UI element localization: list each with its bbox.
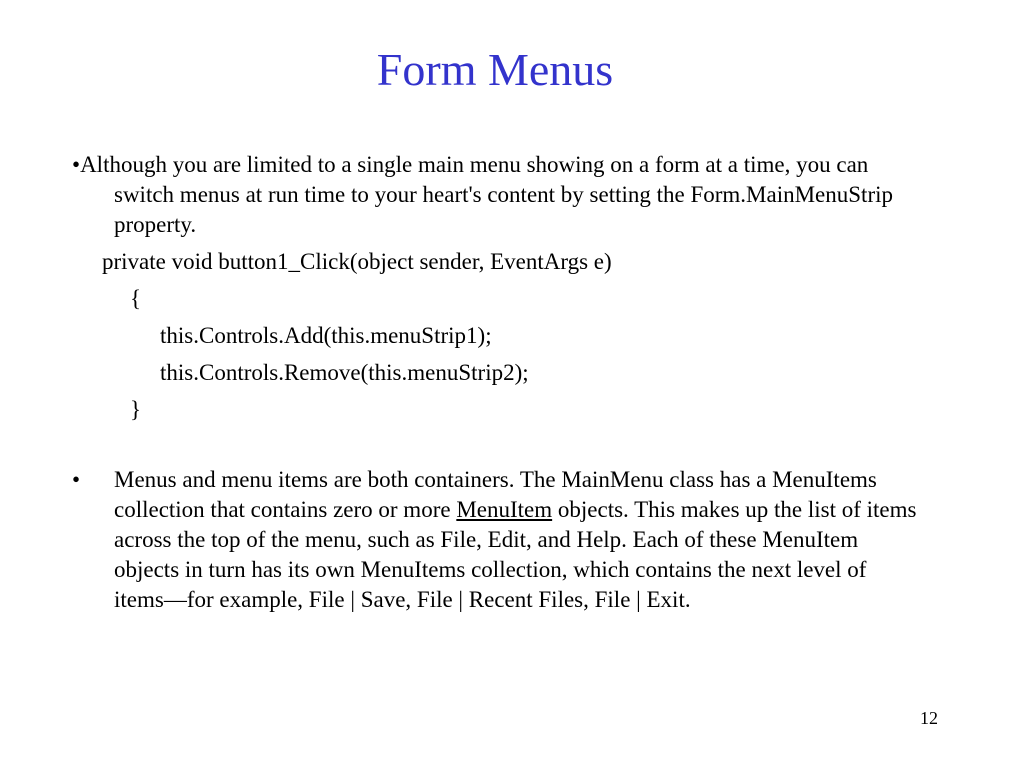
bullet-text-2-before: Menus and menu items are both containers. The MainMenu class has a MenuItems collection that contains zero or more (114, 467, 877, 522)
code-line-4: this.Controls.Remove(this.menuStrip2); (160, 360, 529, 385)
bullet-text-2-after: objects. This makes up the list of items across the top of the menu, such as File, Edit, and Help. Each of these MenuItem objects in turn has its own MenuItems collection, which contains the next level of items—for example, File | Save, File | Recent Files, File | Exit. (114, 497, 917, 612)
page-number: 12 (920, 708, 938, 728)
code-line-3: this.Controls.Add(this.menuStrip1); (160, 323, 492, 348)
menuitem-link[interactable]: MenuItem (456, 497, 553, 522)
code-line-2: { (130, 286, 142, 311)
bullet-item-1 (72, 150, 922, 240)
slide-title: Form Menus (376, 44, 614, 95)
slide-body (72, 150, 922, 615)
bullet-marker-1: • (72, 152, 81, 177)
code-block (72, 247, 922, 425)
bullet-item-2 (72, 465, 922, 615)
code-line-1: private void button1_Click(object sender, EventArgs e) (102, 249, 612, 274)
code-line-5: } (130, 397, 142, 422)
bullet-marker-2: • (72, 467, 81, 492)
bullet-text-1: Although you are limited to a single main menu showing on a form at a time, you can switch menus at run time to your heart's content by setting the Form.MainMenuStrip property. (80, 152, 894, 237)
